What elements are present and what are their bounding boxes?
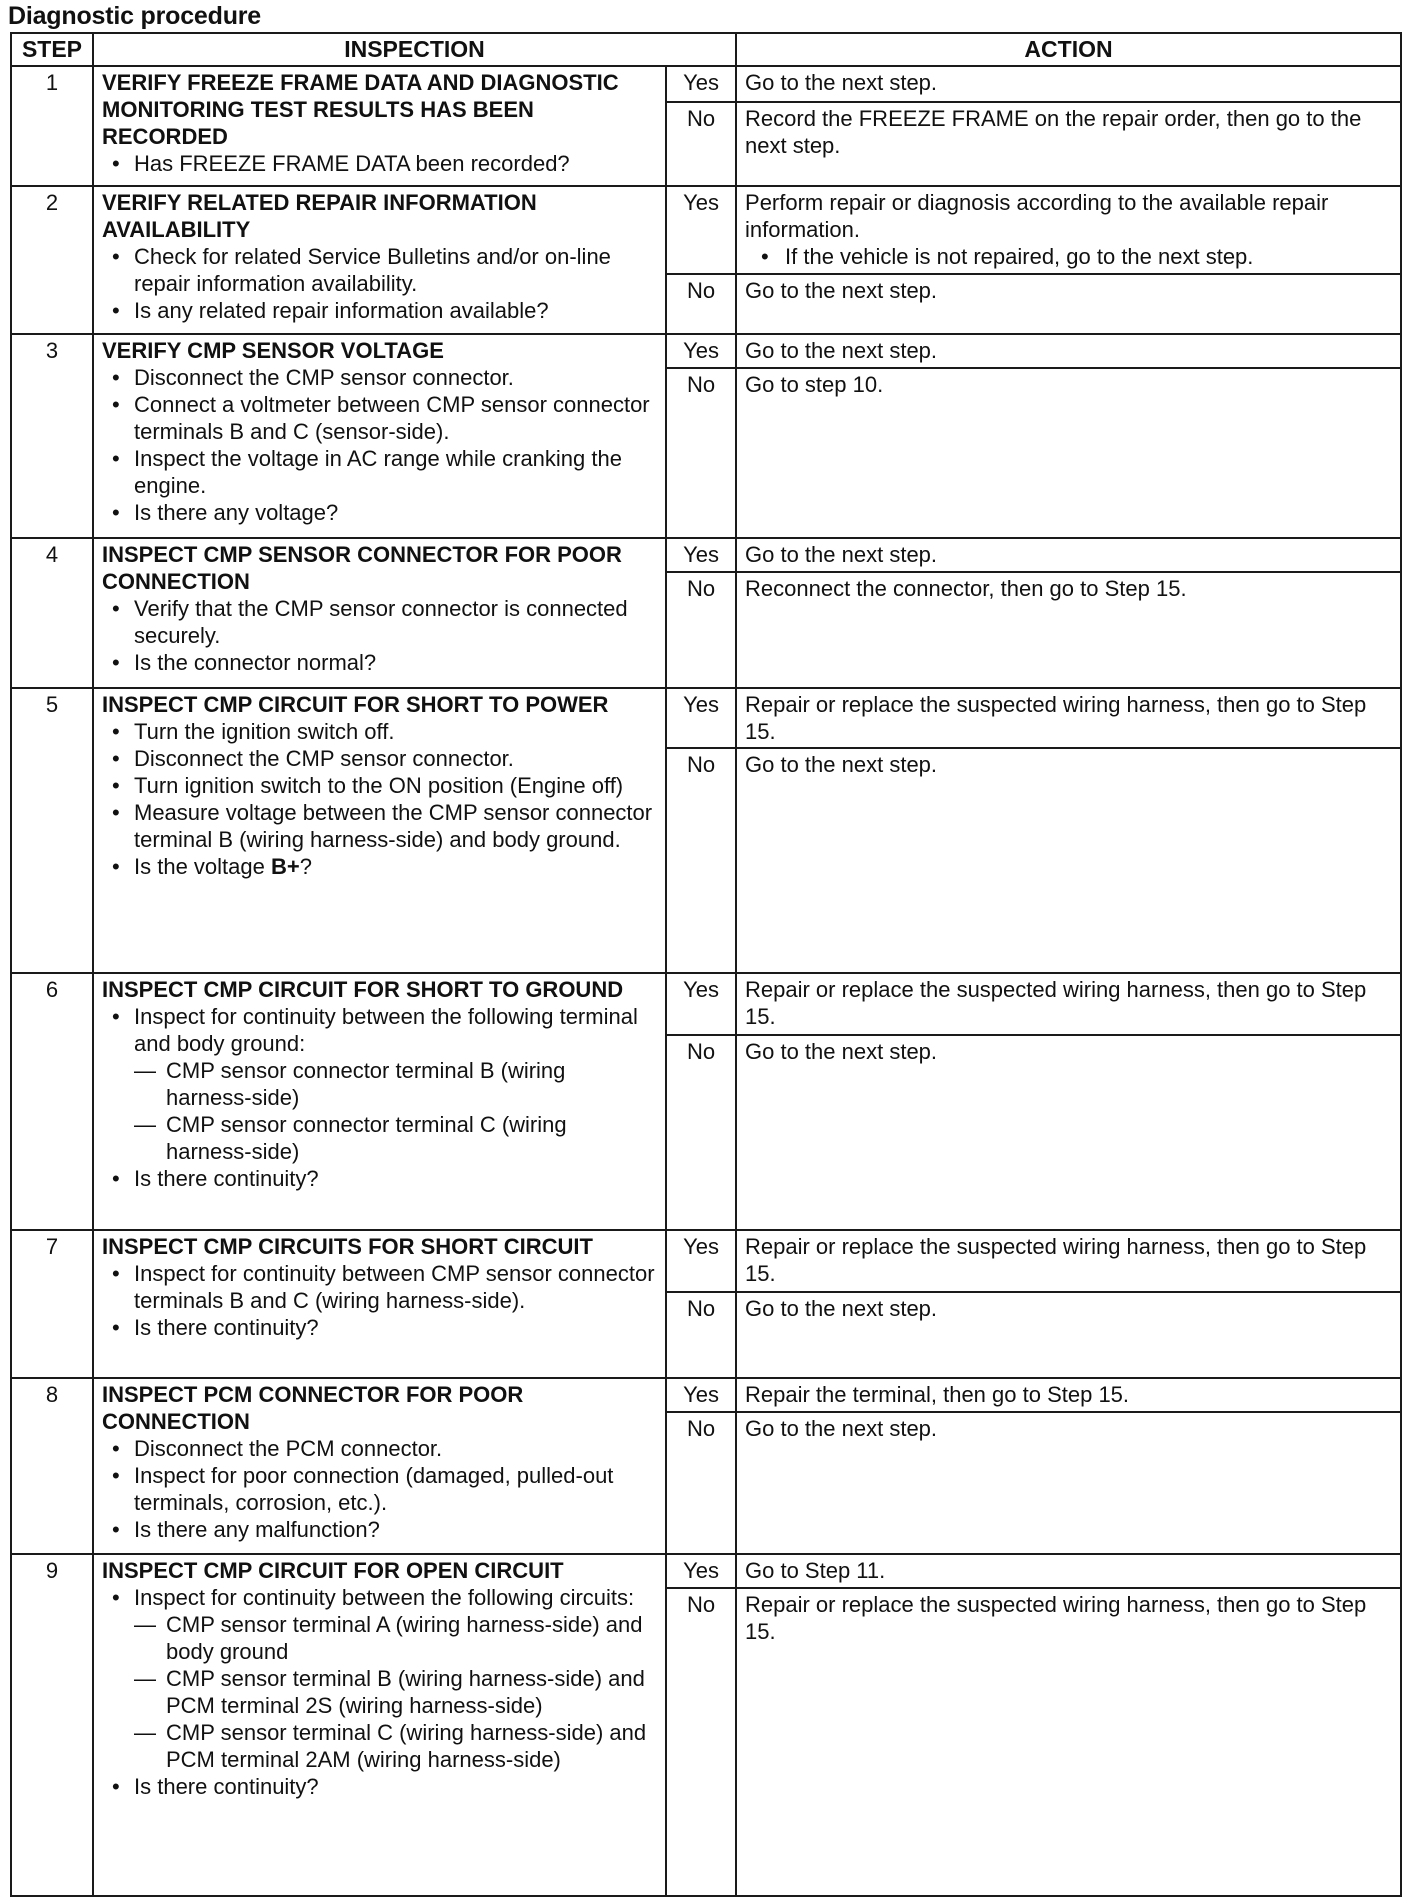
answer-no: No: [666, 274, 736, 334]
inspection-item: • Inspect for poor connection (damaged, pulled-out terminals, corrosion, etc.).: [102, 1462, 657, 1516]
action-yes: Repair or replace the suspected wiring harness, then go to Step 15.: [736, 688, 1401, 748]
inspection-item-bold: B+: [270, 854, 300, 879]
inspection-item: • Inspect for continuity between CMP sensor connector terminals B and C (wiring harness-side).: [102, 1260, 657, 1314]
inspection-cell: [93, 1230, 666, 1378]
table-row: [11, 186, 1401, 274]
answer-yes: Yes: [666, 1554, 736, 1588]
inspection-cell: [93, 973, 666, 1230]
table-row: [11, 1554, 1401, 1588]
inspection-item: • Turn ignition switch to the ON position (Engine off): [102, 772, 657, 799]
answer-no: No: [666, 1035, 736, 1230]
inspection-cell: [93, 334, 666, 538]
inspection-title: INSPECT CMP CIRCUITS FOR SHORT CIRCUIT: [102, 1234, 593, 1259]
inspection-item: • Disconnect the PCM connector.: [102, 1435, 657, 1462]
step-number: 1: [11, 66, 93, 186]
inspection-title: INSPECT CMP SENSOR CONNECTOR FOR POOR CONNECTION: [102, 542, 622, 594]
action-no: Reconnect the connector, then go to Step 15.: [736, 572, 1401, 688]
action-no: Go to the next step.: [736, 748, 1401, 973]
inspection-item: • Has FREEZE FRAME DATA been recorded?: [102, 150, 657, 177]
answer-no: No: [666, 748, 736, 973]
answer-no: No: [666, 1412, 736, 1554]
inspection-title: INSPECT CMP CIRCUIT FOR SHORT TO GROUND: [102, 977, 624, 1002]
step-number: 2: [11, 186, 93, 334]
inspection-title: INSPECT PCM CONNECTOR FOR POOR CONNECTION: [102, 1382, 524, 1434]
answer-no: No: [666, 368, 736, 538]
inspection-item: • Connect a voltmeter between CMP sensor connector terminals B and C (sensor-side).: [102, 391, 657, 445]
step-number: 7: [11, 1230, 93, 1378]
action-no: Go to step 10.: [736, 368, 1401, 538]
action-yes-subitem: • If the vehicle is not repaired, go to the next step.: [745, 243, 1392, 270]
table-row: [11, 66, 1401, 102]
inspection-cell: [93, 186, 666, 334]
inspection-cell: [93, 688, 666, 973]
inspection-cell: [93, 538, 666, 688]
table-row: [11, 334, 1401, 368]
inspection-title: INSPECT CMP CIRCUIT FOR OPEN CIRCUIT: [102, 1558, 564, 1583]
step-number: 8: [11, 1378, 93, 1554]
inspection-item: [102, 1003, 657, 1165]
action-no: Go to the next step.: [736, 1412, 1401, 1554]
inspection-item: • Is there continuity?: [102, 1773, 657, 1800]
answer-yes: Yes: [666, 538, 736, 572]
answer-yes: Yes: [666, 1378, 736, 1412]
action-yes: Repair or replace the suspected wiring harness, then go to Step 15.: [736, 973, 1401, 1035]
action-no: Record the FREEZE FRAME on the repair order, then go to the next step.: [736, 102, 1401, 186]
inspection-item-text: Is the voltage: [134, 854, 271, 879]
table-row: [11, 1378, 1401, 1412]
table-row: [11, 1230, 1401, 1292]
inspection-cell: [93, 66, 666, 186]
inspection-item: • Inspect the voltage in AC range while cranking the engine.: [102, 445, 657, 499]
inspection-item: • Is there continuity?: [102, 1314, 657, 1341]
table-row: [11, 538, 1401, 572]
inspection-subitem: — CMP sensor terminal A (wiring harness-side) and body ground: [134, 1611, 657, 1665]
inspection-title: INSPECT CMP CIRCUIT FOR SHORT TO POWER: [102, 692, 609, 717]
answer-yes: Yes: [666, 1230, 736, 1292]
action-yes: Go to the next step.: [736, 66, 1401, 102]
inspection-item: • Disconnect the CMP sensor connector.: [102, 745, 657, 772]
header-inspection: INSPECTION: [93, 33, 736, 66]
answer-yes: Yes: [666, 66, 736, 102]
action-yes: Go to the next step.: [736, 334, 1401, 368]
answer-yes: Yes: [666, 334, 736, 368]
inspection-subitem: — CMP sensor terminal C (wiring harness-side) and PCM terminal 2AM (wiring harness-side): [134, 1719, 657, 1773]
inspection-item: • Verify that the CMP sensor connector is connected securely.: [102, 595, 657, 649]
table-row: [11, 973, 1401, 1035]
answer-yes: Yes: [666, 688, 736, 748]
inspection-subitem: — CMP sensor terminal B (wiring harness-side) and PCM terminal 2S (wiring harness-side): [134, 1665, 657, 1719]
inspection-subitem: — CMP sensor connector terminal C (wiring harness-side): [134, 1111, 657, 1165]
inspection-item: • Turn the ignition switch off.: [102, 718, 657, 745]
diagnostic-table: [10, 32, 1402, 1897]
answer-no: No: [666, 572, 736, 688]
inspection-item: • Is there any voltage?: [102, 499, 657, 526]
action-no: Repair or replace the suspected wiring harness, then go to Step 15.: [736, 1588, 1401, 1896]
step-number: 5: [11, 688, 93, 973]
step-number: 4: [11, 538, 93, 688]
action-yes: Go to the next step.: [736, 538, 1401, 572]
inspection-item-suffix: ?: [299, 854, 312, 879]
inspection-title: VERIFY FREEZE FRAME DATA AND DIAGNOSTIC MONITORING TEST RESULTS HAS BEEN RECORDED: [102, 70, 619, 149]
answer-no: No: [666, 102, 736, 186]
inspection-item: • Is there continuity?: [102, 1165, 657, 1192]
inspection-subitem: — CMP sensor connector terminal B (wiring harness-side): [134, 1057, 657, 1111]
header-row: [11, 33, 1401, 66]
answer-no: No: [666, 1292, 736, 1378]
inspection-item: • Is the connector normal?: [102, 649, 657, 676]
inspection-item: • Measure voltage between the CMP sensor connector terminal B (wiring harness-side) and body ground.: [102, 799, 657, 853]
action-no: Go to the next step.: [736, 1035, 1401, 1230]
action-no: Go to the next step.: [736, 1292, 1401, 1378]
inspection-lead: • Inspect for continuity between the following circuits:: [134, 1585, 635, 1610]
inspection-lead: • Inspect for continuity between the following terminal and body ground:: [134, 1004, 638, 1056]
inspection-item: [102, 1584, 657, 1773]
answer-no: No: [666, 1588, 736, 1896]
step-number: 3: [11, 334, 93, 538]
table-row: [11, 688, 1401, 748]
answer-yes: Yes: [666, 973, 736, 1035]
action-yes-text: Perform repair or diagnosis according to the available repair information.: [745, 190, 1329, 242]
inspection-cell: [93, 1554, 666, 1896]
inspection-item: [102, 853, 657, 880]
header-step: STEP: [11, 33, 93, 66]
header-action: ACTION: [736, 33, 1401, 66]
action-yes: Repair or replace the suspected wiring harness, then go to Step 15.: [736, 1230, 1401, 1292]
action-yes: Go to Step 11.: [736, 1554, 1401, 1588]
step-number: 6: [11, 973, 93, 1230]
action-no: Go to the next step.: [736, 274, 1401, 334]
inspection-item: • Disconnect the CMP sensor connector.: [102, 364, 657, 391]
page-title: Diagnostic procedure: [8, 2, 261, 30]
inspection-item: • Is any related repair information available?: [102, 297, 657, 324]
inspection-cell: [93, 1378, 666, 1554]
step-number: 9: [11, 1554, 93, 1896]
inspection-title: VERIFY CMP SENSOR VOLTAGE: [102, 338, 444, 363]
inspection-title: VERIFY RELATED REPAIR INFORMATION AVAILABILITY: [102, 190, 537, 242]
answer-yes: Yes: [666, 186, 736, 274]
action-yes: [736, 186, 1401, 274]
action-yes: Repair the terminal, then go to Step 15.: [736, 1378, 1401, 1412]
inspection-item: • Check for related Service Bulletins and/or on-line repair information availability.: [102, 243, 657, 297]
inspection-item: • Is there any malfunction?: [102, 1516, 657, 1543]
